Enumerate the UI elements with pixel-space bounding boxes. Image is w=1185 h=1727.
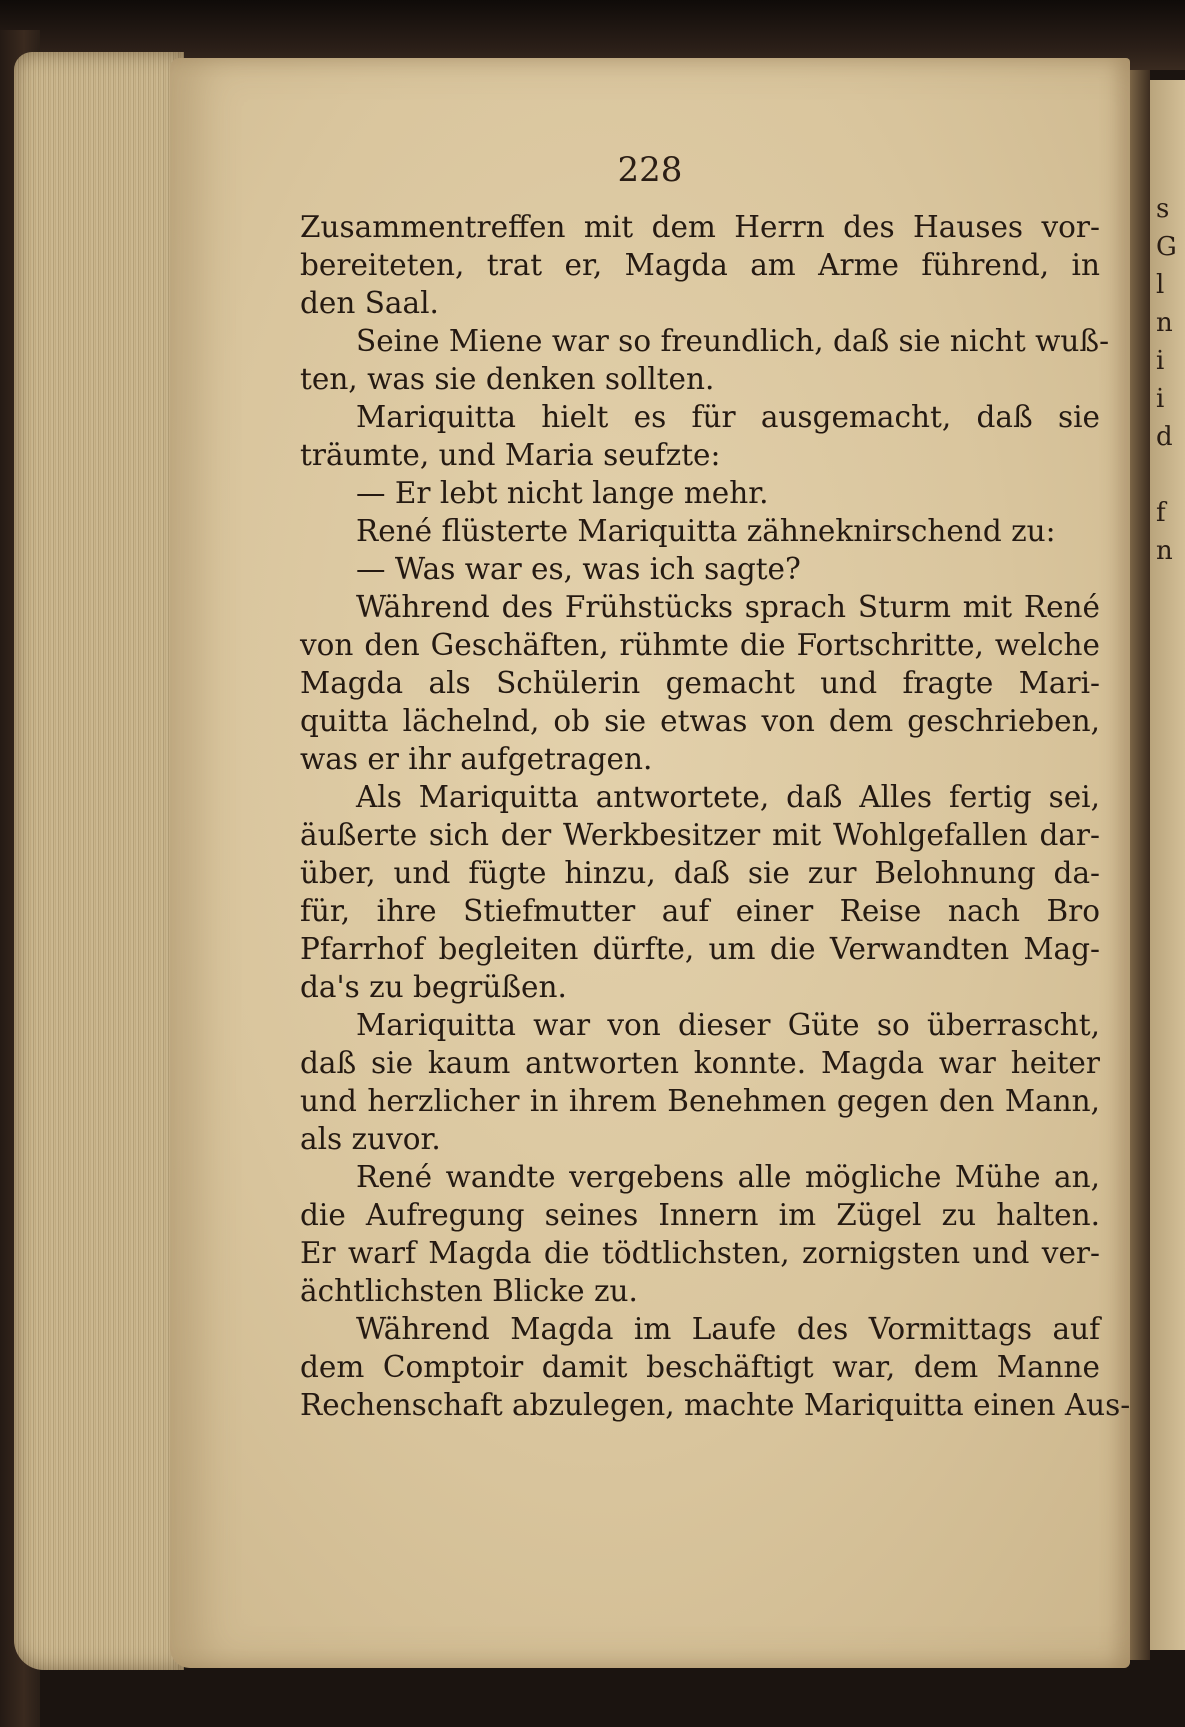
text-line: was er ihr aufgetragen. (300, 742, 653, 776)
text-line: Mariquitta war von dieser Güte so überrascht, (356, 1008, 1100, 1042)
text-line: Rechenschaft abzulegen, machte Mariquitta einen Aus- (300, 1388, 1131, 1422)
text-line: über, und fügte hinzu, daß sie zur Belohnung da- (300, 856, 1100, 890)
next-page-fragment: f (1156, 498, 1166, 528)
text-line: quitta lächelnd, ob sie etwas von dem geschrieben, (300, 704, 1100, 738)
text-line: da's zu begrüßen. (300, 970, 567, 1004)
text-line: Während Magda im Laufe des Vormittags auf (356, 1312, 1100, 1346)
text-line: Mariquitta hielt es für ausgemacht, daß sie (356, 400, 1100, 434)
text-line: — Er lebt nicht lange mehr. (356, 476, 769, 510)
page-edges (14, 52, 184, 1670)
page-text (300, 208, 1131, 1424)
text-line: die Aufregung seines Innern im Zügel zu halten. (300, 1198, 1100, 1232)
text-line: träumte, und Maria seufzte: (300, 438, 721, 472)
text-line: Er warf Magda die tödtlichsten, zornigsten und ver- (300, 1236, 1100, 1270)
text-line: daß sie kaum antworten konnte. Magda war heiter (300, 1046, 1100, 1080)
page-gutter (1130, 70, 1150, 1660)
text-line: Magda als Schülerin gemacht und fragte Mari- (300, 666, 1100, 700)
next-page-fragment: l (1156, 270, 1165, 300)
text-line: — Was war es, was ich sagte? (356, 552, 801, 586)
next-page-fragment: n (1156, 536, 1173, 566)
text-line: ten, was sie denken sollten. (300, 362, 715, 396)
text-line: René flüsterte Mariquitta zähneknirschend zu: (356, 514, 1056, 548)
page-number: 228 (617, 150, 683, 190)
text-line: bereiteten, trat er, Magda am Arme führend, in (300, 248, 1100, 282)
text-line: Als Mariquitta antwortete, daß Alles fertig sei, (356, 780, 1100, 814)
text-line: äußerte sich der Werkbesitzer mit Wohlgefallen dar- (300, 818, 1100, 852)
text-line: dem Comptoir damit beschäftigt war, dem Manne (300, 1350, 1100, 1384)
next-page-fragment: i (1156, 384, 1165, 414)
text-line: René wandte vergebens alle mögliche Mühe an, (356, 1160, 1100, 1194)
text-line: Zusammentreffen mit dem Herrn des Hauses vor- (300, 210, 1100, 244)
next-page-fragment: d (1156, 422, 1173, 452)
next-page-fragment: n (1156, 308, 1173, 338)
text-line: den Saal. (300, 286, 439, 320)
text-line: als zuvor. (300, 1122, 441, 1156)
next-page-fragment: i (1156, 346, 1165, 376)
text-line: für, ihre Stiefmutter auf einer Reise nach Bro (300, 894, 1100, 928)
text-line: Seine Miene war so freundlich, daß sie nicht wuß- (356, 324, 1110, 358)
next-page-edge (1150, 80, 1185, 1650)
text-line: von den Geschäften, rühmte die Fortschritte, welche (300, 628, 1100, 662)
next-page-fragment: s (1156, 194, 1170, 224)
text-line: Während des Frühstücks sprach Sturm mit René (356, 590, 1100, 624)
text-line: ächtlichsten Blicke zu. (300, 1274, 638, 1308)
text-line: und herzlicher in ihrem Benehmen gegen den Mann, (300, 1084, 1100, 1118)
text-line: Pfarrhof begleiten dürfte, um die Verwandten Mag- (300, 932, 1100, 966)
book-page (170, 58, 1130, 1668)
next-page-fragment: G (1156, 232, 1177, 262)
